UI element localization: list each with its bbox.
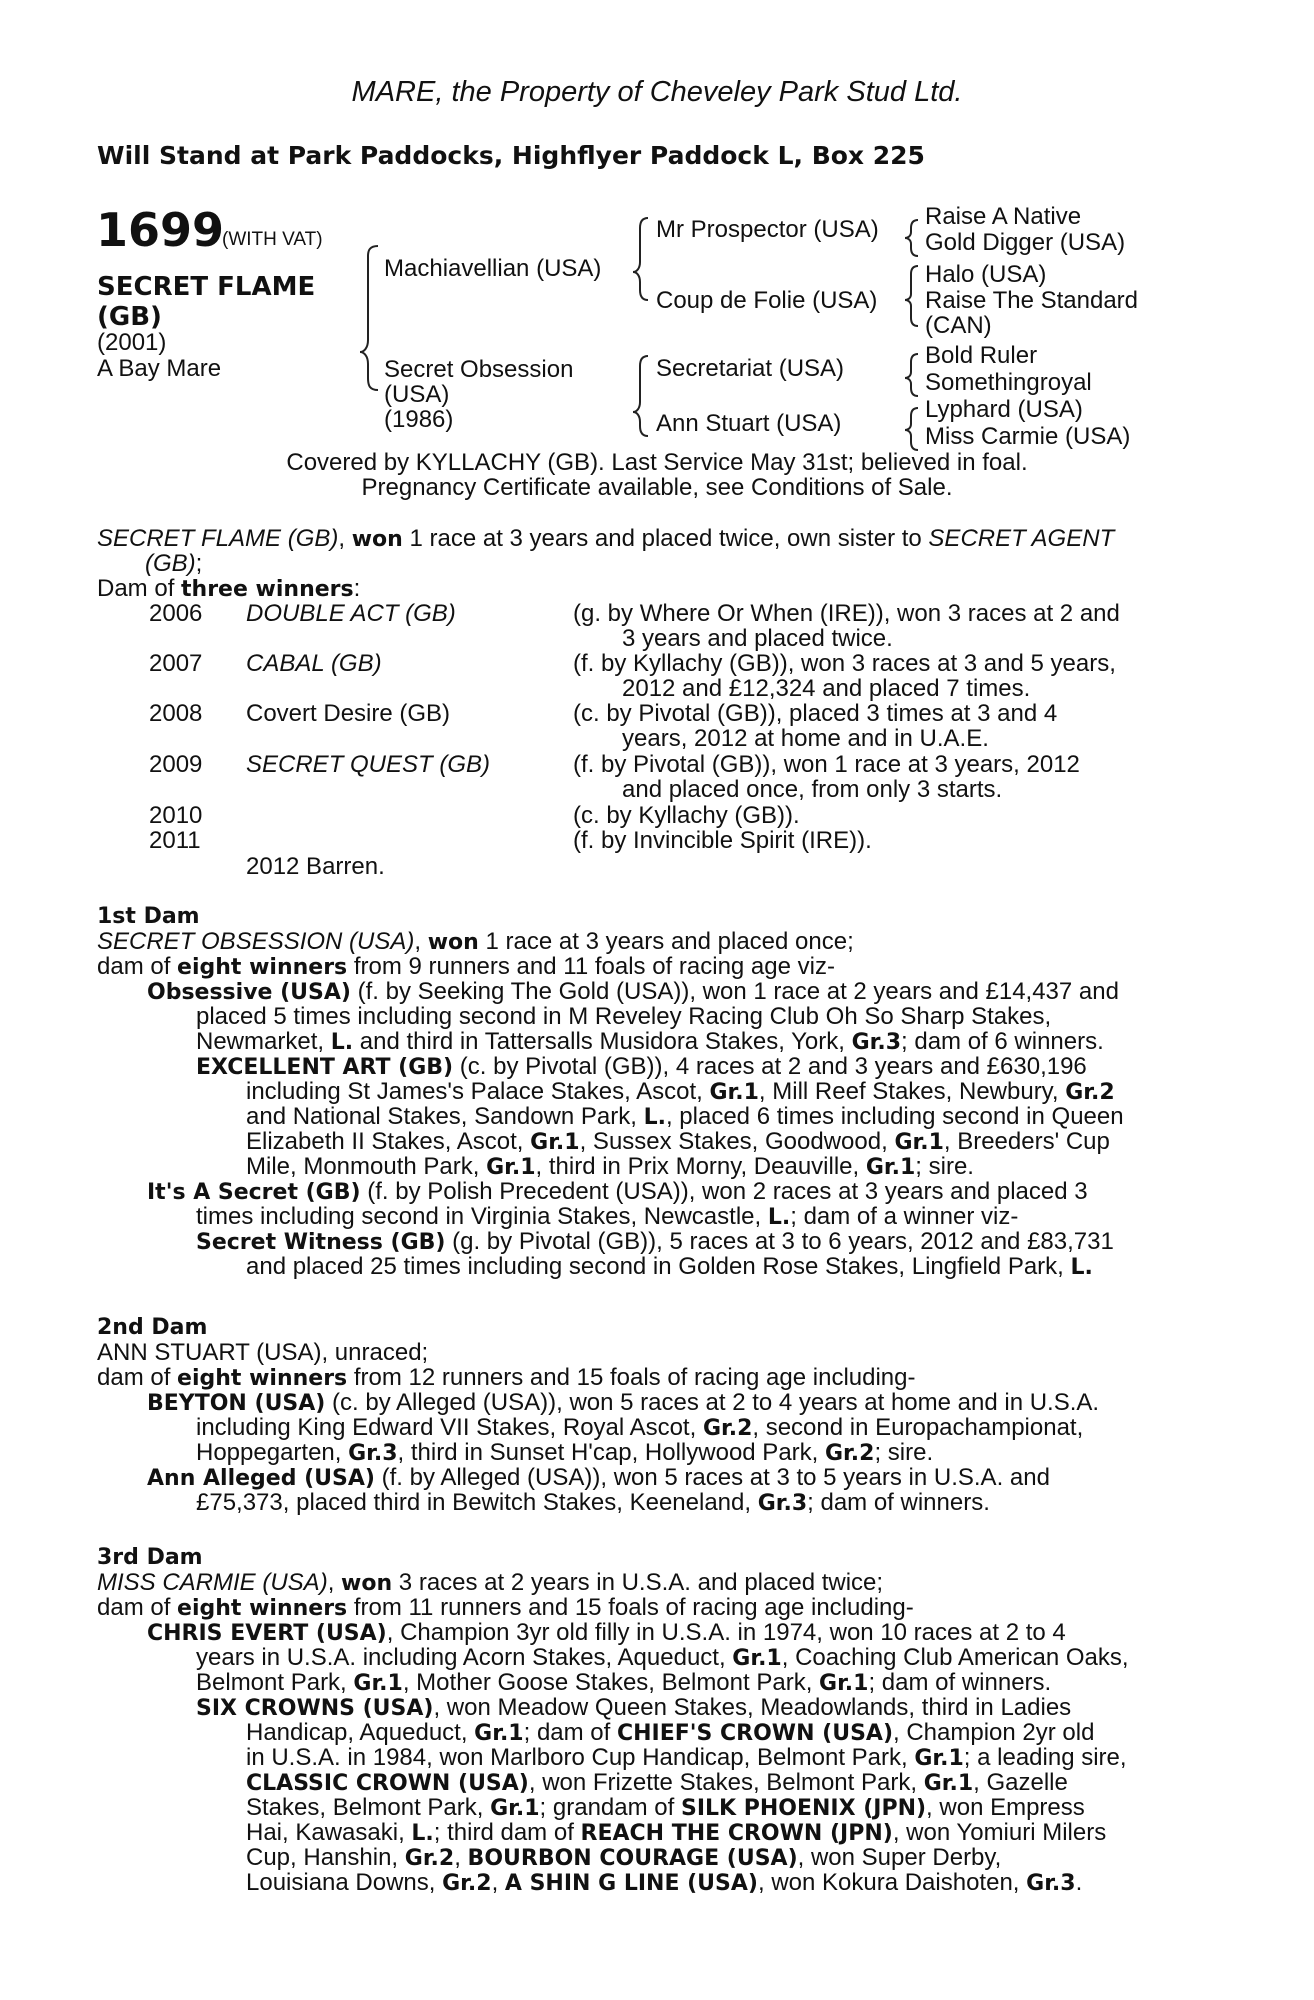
beyton-line2 [196,1415,1083,1441]
produce-desc: (f. by Pivotal (GB)), won 1 race at 3 years, 2012 [573,751,1080,778]
sc-l4b: , won Frizette Stakes, Belmont Park, [528,1769,924,1796]
dam3-heading: 3rd Dam [97,1545,203,1570]
beyton-line3 [196,1440,933,1466]
produce-desc: (g. by Where Or When (IRE)), won 3 races at 2 and [573,600,1120,627]
ce-l1: , Champion 3yr old filly in U.S.A. in 1974, won 10 races at 2 to 4 [386,1619,1066,1646]
ce-l2b: Gr.1 [732,1646,782,1671]
intro-semicolon: ; [195,550,203,577]
ea-l2a: including St James's Palace Stakes, Ascot, [246,1078,710,1105]
gen2-brace-lower [633,356,648,436]
sc-l1: , won Meadow Queen Stakes, Meadowlands, third in Ladies [433,1694,1072,1721]
ce-l3a: Belmont Park, [196,1669,354,1696]
ea-l3a: and National Stakes, Sandown Park, [246,1103,644,1130]
secret-witness-line2 [246,1254,1093,1280]
intro-text: 1 race at 3 years and placed twice, own sister to [402,525,929,552]
ce-l2a: years in U.S.A. including Acorn Stakes, Aqueduct, [196,1644,733,1671]
excellent-art-line1 [196,1054,1087,1080]
obsessive-name: Obsessive (USA) [147,980,351,1005]
pedigree-sire-sire: Mr Prospector (USA) [656,216,879,243]
ce-l2c: , Coaching Club American Oaks, [781,1644,1129,1671]
pedigree-ssd: Gold Digger (USA) [925,229,1126,256]
ce-l3b: Gr.1 [353,1671,403,1696]
sw-l2a: and placed 25 times including second in Golden Rose Stakes, Lingfield Park, [246,1253,1071,1280]
foaling-year: (2001) [97,329,167,356]
dam1-pre: dam of [97,953,178,980]
intro-name: SECRET FLAME (GB) [97,525,339,552]
sc-l3c: ; a leading sire, [963,1744,1127,1771]
sc-l5e: , won Empress [926,1794,1085,1821]
catalogue-header: MARE, the Property of Cheveley Park Stud Ltd. [351,76,963,108]
dam1-name: SECRET OBSESSION (USA) [97,928,415,955]
gen2-brace-upper [633,218,648,300]
six-crowns-line6 [246,1820,1106,1846]
pedigree-dam-line2: (USA) [384,381,450,408]
ea-l3c: , placed 6 times including second in Queen [665,1103,1124,1130]
pedigree-sdd [925,288,1138,338]
ias-l2a: times including second in Virginia Stakes, Newcastle, [196,1203,768,1230]
sc-l5b: Gr.1 [490,1796,540,1821]
produce-desc: (c. by Pivotal (GB)), placed 3 times at 3 and 4 [573,700,1058,727]
produce-desc: (c. by Kyllachy (GB)). [573,802,800,829]
produce-name: CABAL (GB) [246,650,382,677]
six-crowns-line1 [196,1695,1071,1721]
obsessive-line1 [147,979,1119,1005]
sc-l6c: ; third dam of [433,1819,581,1846]
sc-l6a: Hai, Kawasaki, [246,1819,412,1846]
aa-l2a: £75,373, placed third in Bewitch Stakes, Keeneland, [196,1489,758,1516]
dam1-text: 1 race at 3 years and placed once; [478,928,854,955]
bey-l3a: Hoppegarten, [196,1439,349,1466]
sc-l5d: SILK PHOENIX (JPN) [680,1796,927,1821]
six-crowns-line4 [246,1770,1068,1796]
aa-l1: (f. by Alleged (USA)), won 5 races at 3 to 5 years in U.S.A. and [374,1464,1050,1491]
ea-l4e: , Breeders' Cup [943,1128,1110,1155]
its-a-secret-line2 [196,1204,1018,1230]
ce-name: CHRIS EVERT (USA) [147,1621,387,1646]
lot-number: 1699 [96,203,225,257]
sc-l2d: CHIEF'S CROWN (USA) [616,1721,893,1746]
ea-l1: (c. by Pivotal (GB)), 4 races at 2 and 3 years and £630,196 [453,1053,1087,1080]
horse-description: A Bay Mare [97,355,222,382]
produce-desc-cont: years, 2012 at home and in U.A.E. [622,725,989,752]
pedigree-sire-dam: Coup de Folie (USA) [656,287,878,314]
excellent-art-line5 [246,1154,974,1180]
dam1-won: won [427,930,479,955]
sc-l3b: Gr.1 [914,1746,964,1771]
bey-l3b: Gr.3 [348,1441,398,1466]
ce-l3c: , Mother Goose Stakes, Belmont Park, [402,1669,820,1696]
chris-evert-line2 [196,1645,1129,1671]
dam3-pre: dam of [97,1594,178,1621]
obs-l3c: and third in Tattersalls Musidora Stakes, York, [353,1028,852,1055]
ea-l5c: , third in Prix Morny, Deauville, [535,1153,866,1180]
produce-desc-cont: 3 years and placed twice. [622,625,893,652]
barren-note: 2012 Barren. [246,853,385,880]
sw-l2b: L. [1070,1255,1093,1280]
six-crowns-line7 [246,1845,1001,1871]
sc-l7a: Cup, Hanshin, [246,1844,405,1871]
obs-l3d: Gr.3 [851,1030,902,1055]
pedigree-dsd: Somethingroyal [925,369,1092,396]
dam3-l2-text: from 11 runners and 15 foals of racing age including- [347,1594,914,1621]
sc-l8g: . [1075,1869,1083,1896]
bey-l2b: Gr.2 [702,1416,753,1441]
produce-year: 2006 [149,600,203,627]
pedigree-dam-line3: (1986) [384,406,454,433]
six-crowns-line5 [246,1795,1085,1821]
dam3-name: MISS CARMIE (USA) [97,1569,328,1596]
ias-l2c: ; dam of a winner viz- [790,1203,1019,1230]
produce-name: DOUBLE ACT (GB) [246,600,456,627]
intro-line2 [145,551,1255,576]
bey-l3e: ; sire. [874,1439,934,1466]
sc-l4c: Gr.1 [923,1771,974,1796]
intro-sister: SECRET AGENT [928,525,1115,552]
ea-l4d: Gr.1 [894,1130,944,1155]
ea-l2d: Gr.2 [1065,1080,1115,1105]
aa-l2c: ; dam of winners. [807,1489,990,1516]
intro-sister-suffix: (GB) [145,550,196,577]
pregnancy-note: Pregnancy Certificate available, see Conditions of Sale. [361,474,953,501]
six-crowns-line2 [246,1720,1094,1746]
six-crowns-line8 [246,1870,1082,1896]
sc-l7c: , [454,1844,468,1871]
pedigree-sdd-line2: (CAN) [925,312,992,339]
pedigree-sire: Machiavellian (USA) [384,255,602,282]
ea-l3b: L. [643,1105,666,1130]
produce-desc-cont: 2012 and £12,324 and placed 7 times. [622,675,1031,702]
its-a-secret-line1 [147,1179,1088,1205]
six-crowns-line3 [246,1745,1127,1771]
produce-year: 2011 [149,827,201,854]
venue-line: Will Stand at Park Paddocks, Highflyer Paddock L, Box 225 [97,141,925,170]
pedigree-sds: Halo (USA) [925,261,1047,288]
bey-l2c: , second in Europachampionat, [752,1414,1084,1441]
aa-name: Ann Alleged (USA) [147,1466,375,1491]
sc-name: SIX CROWNS (USA) [196,1696,434,1721]
sc-l6d: REACH THE CROWN (JPN) [580,1821,893,1846]
ce-l3d: Gr.1 [819,1671,869,1696]
dam2-pre: dam of [97,1364,178,1391]
dam3-line1: MISS CARMIE (USA), won 3 races at 2 years in U.S.A. and placed twice; [97,1569,884,1596]
dam3-bold: eight winners [177,1596,348,1621]
covered-note: Covered by KYLLACHY (GB). Last Service May 31st; believed in foal. [286,449,1028,476]
excellent-art-line4 [246,1129,1110,1155]
ea-l5d: Gr.1 [865,1155,916,1180]
obs-l3a: Newmarket, [196,1028,331,1055]
dam2-line2 [97,1365,1207,1391]
ann-alleged-line1 [147,1465,1050,1491]
pedigree-dam-sire: Secretariat (USA) [656,355,845,382]
sc-l4a: CLASSIC CROWN (USA) [246,1771,529,1796]
produce-year: 2010 [149,802,203,829]
sc-l8e: , won Kokura Daishoten, [757,1869,1027,1896]
sc-l2a: Handicap, Aqueduct, [246,1719,475,1746]
sc-l2b: Gr.1 [474,1721,524,1746]
produce-desc: (f. by Kyllachy (GB)), won 3 races at 3 and 5 years, [573,650,1116,677]
obs-l3b: L. [330,1030,354,1055]
sc-l2c: ; dam of [523,1719,617,1746]
sc-l8c: , [491,1869,505,1896]
beyton-line1 [147,1390,1099,1416]
ce-l3e: ; dam of winners. [868,1669,1052,1696]
sc-l3a: in U.S.A. in 1984, won Marlboro Cup Handicap, Belmont Park, [246,1744,915,1771]
produce-year: 2007 [149,650,203,677]
pedigree-sdd-line1: Raise The Standard [925,287,1139,314]
dam2-line1: ANN STUART (USA), unraced; [97,1339,429,1366]
dam1-heading: 1st Dam [97,904,200,929]
ias-name: It's A Secret (GB) [147,1180,361,1205]
dam1-line1: SECRET OBSESSION (USA), won 1 race at 3 years and placed once; [97,928,854,955]
ea-l2b: Gr.1 [709,1080,759,1105]
sc-l6b: L. [411,1821,434,1846]
pedigree-dds: Lyphard (USA) [925,396,1083,423]
dam3-text: 3 races at 2 years in U.S.A. and placed twice; [392,1569,884,1596]
ea-l5a: Mile, Monmouth Park, [246,1153,487,1180]
sw-l1: (g. by Pivotal (GB)), 5 races at 3 to 6 years, 2012 and £83,731 [445,1228,1114,1255]
aa-l2b: Gr.3 [757,1491,808,1516]
ea-l4b: Gr.1 [530,1130,580,1155]
dam1-l2-text: from 9 runners and 11 foals of racing age viz- [347,953,835,980]
produce-desc-cont: and placed once, from only 3 starts. [622,776,1003,803]
ea-name: EXCELLENT ART (GB) [196,1055,454,1080]
sw-name: Secret Witness (GB) [196,1230,446,1255]
produce-year: 2009 [149,751,203,778]
sc-l2e: , Champion 2yr old [893,1719,1095,1746]
bey-l3c: , third in Sunset H'cap, Hollywood Park, [397,1439,825,1466]
ea-l4a: Elizabeth II Stakes, Ascot, [246,1128,531,1155]
produce-desc: (f. by Invincible Spirit (IRE)). [573,827,872,854]
chris-evert-line1 [147,1620,1066,1646]
sc-l5c: ; grandam of [539,1794,681,1821]
produce-name: Covert Desire (GB) [246,700,451,727]
secret-witness-line1 [196,1229,1114,1255]
produce-year: 2008 [149,700,203,727]
vat-note: (WITH VAT) [222,229,323,250]
produce-name: SECRET QUEST (GB) [246,751,491,778]
ea-l5e: ; sire. [915,1153,974,1180]
sc-l7e: , won Super Derby, [797,1844,1002,1871]
sc-l8f: Gr.3 [1026,1871,1076,1896]
sc-l8d: A SHIN G LINE (USA) [504,1871,758,1896]
chris-evert-line3 [196,1670,1051,1696]
bey-l2a: including King Edward VII Stakes, Royal Ascot, [196,1414,703,1441]
bey-l1: (c. by Alleged (USA)), won 5 races at 2 to 4 years at home and in U.S.A. [325,1389,1100,1416]
horse-name-line2: (GB) [97,302,162,332]
sc-l7b: Gr.2 [404,1846,455,1871]
dam3-won: won [341,1571,393,1596]
pedigree-dam-line1: Secret Obsession [384,356,574,383]
dam2-text: from 12 runners and 15 foals of racing age including- [347,1364,916,1391]
excellent-art-line2 [246,1079,1115,1105]
pedigree-dss: Bold Ruler [925,342,1038,369]
excellent-art-line3 [246,1104,1124,1130]
sc-l4d: , Gazelle [973,1769,1068,1796]
pedigree-dam-dam: Ann Stuart (USA) [656,410,842,437]
pedigree-ddd: Miss Carmie (USA) [925,423,1131,450]
dam-of-line [97,576,1207,602]
sc-l8b: Gr.2 [442,1871,492,1896]
sc-l6e: , won Yomiuri Milers [892,1819,1107,1846]
ea-l2c: , Mill Reef Stakes, Newbury, [758,1078,1066,1105]
dam2-heading: 2nd Dam [97,1315,208,1340]
dam2-bold: eight winners [177,1366,348,1391]
ann-alleged-line2 [196,1490,990,1516]
dam1-bold: eight winners [177,955,348,980]
obs-l3e: ; dam of 6 winners. [901,1028,1104,1055]
obsessive-line2: placed 5 times including second in M Reveley Racing Club Oh So Sharp Stakes, [196,1003,1052,1030]
sc-l8a: Louisiana Downs, [246,1869,443,1896]
damof-prefix: Dam of [97,575,182,602]
intro-won: won [351,527,403,552]
pedigree-sss: Raise A Native [925,203,1082,230]
pedigree-dam [384,357,573,432]
obsessive-text: (f. by Seeking The Gold (USA)), won 1 race at 2 years and £14,437 and [350,978,1119,1005]
ea-l4c: , Sussex Stakes, Goodwood, [579,1128,895,1155]
bey-l3d: Gr.2 [825,1441,875,1466]
dam3-line2 [97,1595,1207,1621]
intro-line: SECRET FLAME (GB), won 1 race at 3 years and placed twice, own sister to SECRET AGENT [97,525,1115,552]
obsessive-line3 [196,1029,1104,1055]
damof-bold: three winners [181,577,354,602]
sc-l5a: Stakes, Belmont Park, [246,1794,491,1821]
ea-l5b: Gr.1 [486,1155,536,1180]
bey-name: BEYTON (USA) [147,1391,326,1416]
gen1-brace [360,246,378,390]
sc-l7d: BOURBON COURAGE (USA) [467,1846,798,1871]
ias-l2b: L. [767,1205,791,1230]
horse-name-line1: SECRET FLAME [97,272,316,302]
ias-l1: (f. by Polish Precedent (USA)), won 2 races at 3 years and placed 3 [360,1178,1088,1205]
damof-suffix: : [353,575,361,602]
dam1-line2 [97,954,1207,980]
